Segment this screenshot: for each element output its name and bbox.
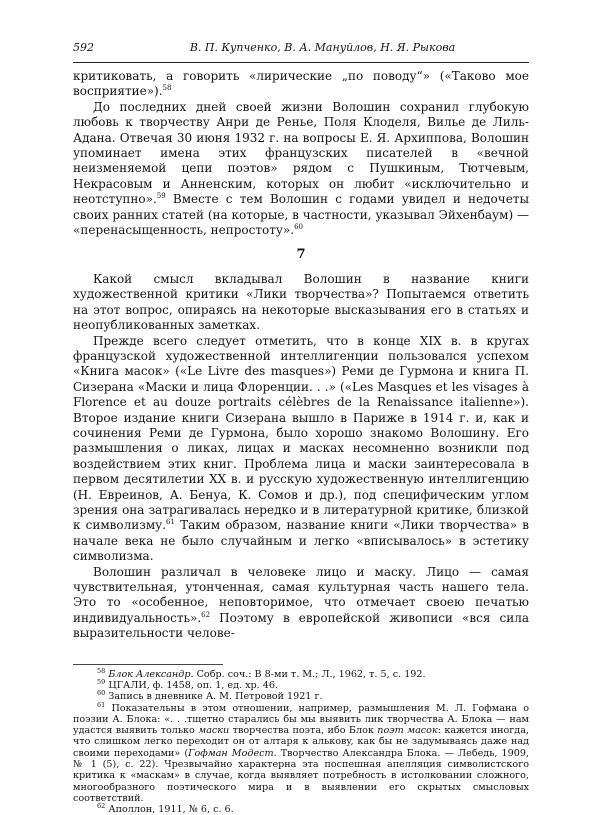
italic-text: Гофман Модест	[188, 747, 274, 759]
page-number: 592	[73, 41, 94, 54]
footnote-reference: 60	[294, 223, 304, 232]
running-header	[73, 41, 531, 54]
footnote-reference: 62	[201, 610, 211, 619]
italic-text: маски	[198, 725, 230, 737]
footnote	[73, 677, 529, 691]
text-run: : кажется иногда, что слишком легко переходит он от алтаря к альковy, как бы не задумываясь даже над своими переходами» (	[73, 725, 529, 759]
text-run: Показательны в этом отношении, например, размышления М. Л. Гофмана о поэзии А. Блока: «. . .тщетно старались бы мы выявить лик творчества А. Блока — нам удастся выявить только	[73, 702, 529, 737]
section-number: 7	[296, 247, 306, 263]
paragraph	[73, 100, 529, 239]
text-run: критиковать, а говорить «лирические „по поводу“» («Таково мое восприятие»).	[73, 69, 529, 99]
paragraph	[73, 334, 529, 565]
text-run: Аполлон, 1911, № 6, с. 6.	[108, 804, 234, 815]
text-run: Волошин различал в человеке лицо и маску. Лицо — самая чувствительная, утонченная, самая культурная часть нашего тела. Это то «особенное, неповторимое, что отмечает своею печатью индивидуальность».	[73, 564, 529, 625]
text-run: До последних дней своей жизни Волошин сохранил глубокую любовь к творчеству Анри де Ренье, Поля Клоделя, Вилье де Лиль-Адана. Отвечая 30 июня 1932 г. на вопросы Е. Я. Архиппова, Волошин упоминает имена этих французских писателей в «вечной неизменяемой цепи поэтов» рядом с Пушкиным, Тютчевым, Некрасовым и Анненским, которых он любит «исключительно и неотступно».	[73, 99, 529, 207]
footnote	[73, 804, 529, 815]
text-run: . Собр. соч.: В 8-ми т. М.; Л., 1962, т. 5, с. 192.	[190, 668, 426, 680]
page-body	[73, 69, 529, 815]
text-run: Поэтому в европейской живописи «вся сила выразительности челове-	[73, 610, 529, 641]
paragraph	[73, 565, 529, 642]
footnote-number: 61	[97, 700, 106, 709]
text-run: . Творчество Александра Блока. — Лебедь, 1909, № 1 (5), с. 22). Чрезвычайно характерна эта поспешная апелляция символистского критика к «маскам» в случае, когда выявляет потребность в истолковании сложного, многообразного поэтического мира и в выявлении его скрытых смысловых соответствий.	[73, 747, 530, 804]
paragraph	[73, 69, 529, 100]
footnote-number: 58	[97, 666, 106, 675]
text-run: творчества поэта, ибо Блок	[229, 725, 378, 737]
footnote-reference: 58	[162, 84, 172, 93]
italic-text: поэт масок	[377, 725, 438, 737]
footnotes	[73, 666, 530, 815]
footnote	[73, 691, 529, 702]
running-title: В. П. Купченко, В. А. Мануйлов, Н. Я. Рыкова	[189, 41, 456, 54]
italic-text: Блок Александр	[108, 668, 191, 680]
text-run: Прежде всего следует отметить, что в конце XIX в. в кругах французской художественной интеллигенции пользовался успехом «Книга масок» («Le Livre des masques») Реми де Гурмона и книга П. Сизерана «Маски и лица Флоренции. . .» («Les Masques et les visages à Florence et au douze portraits célèbres de la Renaissance italienne»). Второе издание книги Сизерана вышло в Париже в 1914 г. и, как и сочинения Реми де Гурмона, было хорошо знакомо Волошину. Его размышления о ликах, лицах и масках несомненно возникли под воздействием этих книг. Проблема лица и маски заинтересовала в первом десятилетии XX в. и русскую художественную интеллигенцию (Н. Евреинов, А. Бенуа, К. Сомов и др.), под специфическим углом зрения она затрагивалась нередко и в литературной критике, близкой к символизму.	[73, 333, 529, 533]
text-run: ЦГАЛИ, ф. 1458, оп. 1, ед. хр. 46.	[108, 679, 278, 691]
footnote-number: 60	[97, 689, 106, 698]
paragraph	[73, 272, 529, 334]
footnote-reference: 59	[156, 192, 166, 201]
header-rule	[73, 62, 529, 63]
footnote	[73, 700, 530, 805]
footnote-reference: 61	[166, 518, 175, 527]
text-run: Вместе с тем Волошин с годами увидел и недочеты своих ранних статей (на которые, в частности, указывал Эйхенбаум) — «перенасыщенность, непростоту».	[73, 192, 529, 238]
text-run: Запись в дневнике А. М. Петровой 1921 г.	[108, 691, 323, 703]
text-run: Какой смысл вкладывал Волошин в название книги художественной критики «Лики творчества»? Попытаемся ответить на этот вопрос, опираясь на некоторые высказывания его в статьях и неопубликованных заметках.	[73, 271, 529, 333]
text-run: Таким образом, название книги «Лики творчества» в начале века не было случайным и легко «вписывалось» в эстетику символизма.	[73, 518, 529, 564]
footnote-number: 62	[97, 802, 106, 810]
footnote-number: 59	[97, 677, 106, 686]
footnote	[73, 666, 529, 680]
footnote-separator	[73, 664, 223, 665]
